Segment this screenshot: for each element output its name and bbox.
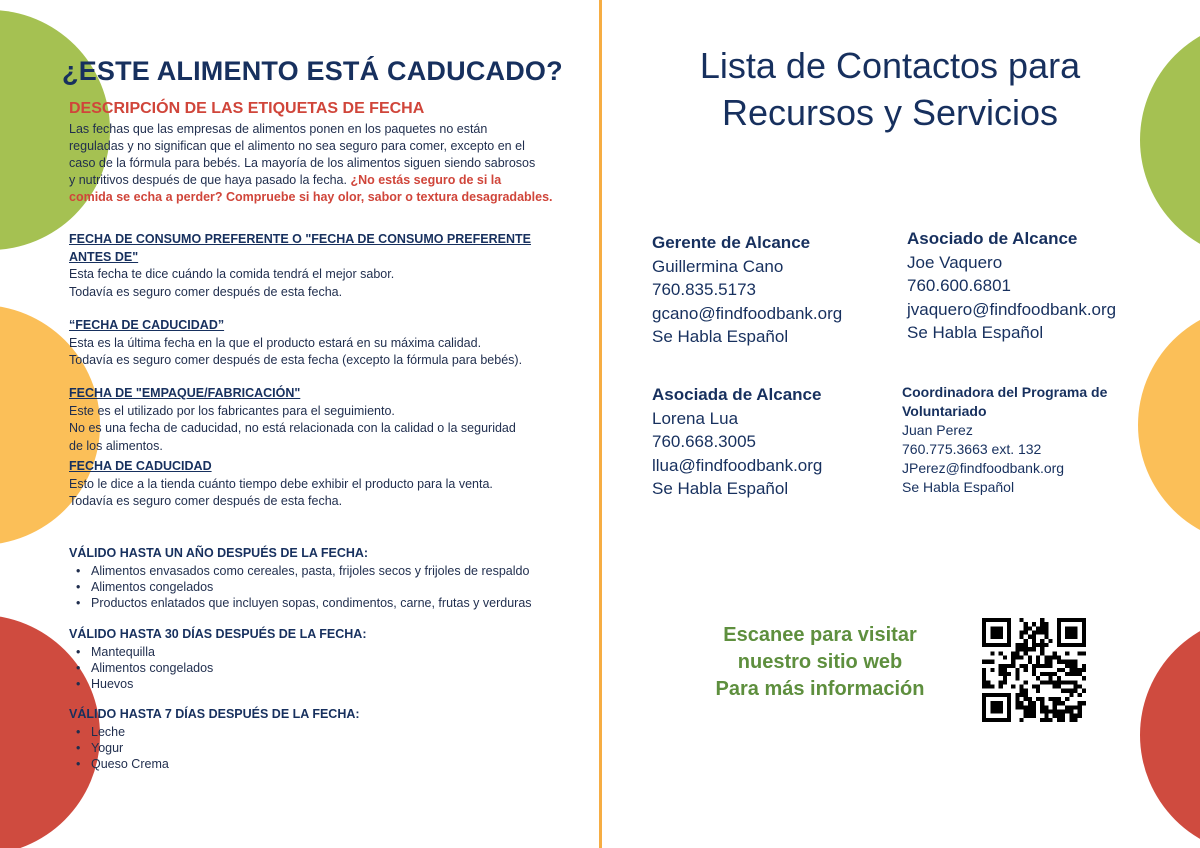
list-item: • Alimentos envasados como cereales, pasta, frijoles secos y frijoles de respaldo (69, 563, 589, 579)
section-line: Todavía es seguro comer después de esta fecha. (69, 494, 343, 508)
contact-name: Juan Perez (902, 422, 973, 438)
contact-email[interactable]: JPerez@findfoodbank.org (902, 460, 1065, 476)
list-item: • Alimentos congelados (69, 660, 589, 676)
contact-language-note: Se Habla Español (902, 479, 1015, 495)
intro-line: caso de la fórmula para bebés. La mayoría de los alimentos siguen siendo sabrosos (69, 156, 536, 170)
intro-line (69, 172, 579, 189)
list-heading: VÁLIDO HASTA 7 DÍAS DESPUÉS DE LA FECHA: (69, 707, 360, 721)
section-line: de los alimentos. (69, 438, 163, 453)
intro-highlight-line: comida se echa a perder? Compruebe si hay olor, sabor o textura desagradables. (69, 190, 553, 204)
list-item: • Yogur (69, 740, 589, 756)
list-heading: VÁLIDO HASTA UN AÑO DESPUÉS DE LA FECHA: (69, 546, 369, 560)
section-line: Todavía es seguro comer después de esta fecha (excepto la fórmula para bebés). (69, 353, 523, 367)
contact-role: Voluntariado (902, 403, 987, 419)
date-label-section (69, 231, 589, 301)
contact-email[interactable]: llua@findfoodbank.org (652, 455, 823, 475)
contact-email[interactable]: jvaquero@findfoodbank.org (907, 299, 1117, 319)
contacts-title-line: Lista de Contactos para (699, 45, 1081, 86)
decorative-circle-orange-right (1138, 305, 1200, 545)
intro-highlight: ¿No estás seguro de si la (350, 173, 502, 187)
intro-line: Las fechas que las empresas de alimentos ponen en los paquetes no están (69, 122, 488, 136)
validity-list (69, 626, 589, 692)
contact-language-note: Se Habla Español (907, 323, 1044, 342)
contact-card (652, 231, 842, 349)
section-line: Esta fecha te dice cuándo la comida tendrá el mejor sabor. (69, 267, 395, 281)
contact-phone[interactable]: 760.775.3663 ext. 132 (902, 441, 1042, 457)
decorative-circle-green-right (1140, 20, 1200, 260)
section-heading: FECHA DE CADUCIDAD (69, 459, 212, 473)
contact-role: Asociado de Alcance (907, 229, 1078, 248)
list-item: • Productos enlatados que incluyen sopas, condimentos, carne, frutas y verduras (69, 595, 589, 611)
section-line: Todavía es seguro comer después de esta fecha. (69, 284, 343, 299)
list-heading: VÁLIDO HASTA 30 DÍAS DESPUÉS DE LA FECHA: (69, 627, 367, 641)
scan-line: Para más información (715, 678, 925, 700)
panel-divider (599, 0, 602, 848)
date-label-section (69, 385, 589, 455)
contact-name: Joe Vaquero (907, 252, 1003, 272)
section-heading: ANTES DE" (69, 249, 139, 264)
scan-line: nuestro sitio web (737, 651, 903, 673)
contact-card (907, 227, 1116, 345)
validity-list (69, 545, 589, 611)
section-subtitle: DESCRIPCIÓN DE LAS ETIQUETAS DE FECHA (69, 100, 425, 117)
contact-name: Guillermina Cano (652, 256, 784, 276)
contact-phone[interactable]: 760.600.6801 (907, 276, 1011, 295)
contact-phone[interactable]: 760.668.3005 (652, 432, 756, 451)
decorative-circle-red-right (1140, 615, 1200, 848)
date-label-section (69, 317, 589, 370)
list-item: • Queso Crema (69, 756, 589, 772)
section-line: Esta es la última fecha en la que el producto estará en su máxima calidad. (69, 335, 482, 350)
page-title: ¿ESTE ALIMENTO ESTÁ CADUCADO? (62, 56, 563, 86)
contacts-title-line: Recursos y Servicios (721, 92, 1059, 133)
section-line: Esto le dice a la tienda cuánto tiempo debe exhibir el producto para la venta. (69, 476, 493, 491)
intro-line: reguladas y no significan que el alimento no sea seguro para comer, excepto en el (69, 139, 525, 153)
section-heading: FECHA DE CONSUMO PREFERENTE O "FECHA DE CONSUMO PREFERENTE (69, 232, 531, 246)
list-item: • Leche (69, 724, 589, 740)
qr-code-icon[interactable] (982, 618, 1086, 722)
contact-card (902, 383, 1107, 497)
contact-phone[interactable]: 760.835.5173 (652, 280, 756, 299)
list-item: • Alimentos congelados (69, 579, 589, 595)
scan-line: Escanee para visitar (723, 624, 917, 646)
intro-paragraph (69, 121, 579, 206)
contact-language-note: Se Habla Español (652, 327, 789, 346)
section-line: Este es el utilizado por los fabricantes para el seguimiento. (69, 403, 395, 418)
contact-language-note: Se Habla Español (652, 479, 789, 498)
contact-name: Lorena Lua (652, 408, 739, 428)
date-label-section (69, 458, 589, 511)
section-heading: FECHA DE "EMPAQUE/FABRICACIÓN" (69, 386, 301, 400)
contact-role: Coordinadora del Programa de (902, 384, 1108, 400)
scan-prompt (672, 622, 968, 703)
contact-role: Asociada de Alcance (652, 385, 822, 404)
contact-email[interactable]: gcano@findfoodbank.org (652, 303, 843, 323)
list-item: • Huevos (69, 676, 589, 692)
section-heading: “FECHA DE CADUCIDAD” (69, 318, 225, 332)
contacts-title (640, 42, 1140, 136)
validity-list (69, 706, 589, 772)
intro-text: y nutritivos después de que haya pasado la fecha. (69, 173, 351, 187)
contact-card (652, 383, 822, 501)
list-item: • Mantequilla (69, 644, 589, 660)
contact-role: Gerente de Alcance (652, 233, 811, 252)
section-line: No es una fecha de caducidad, no está relacionada con la calidad o la seguridad (69, 421, 516, 435)
